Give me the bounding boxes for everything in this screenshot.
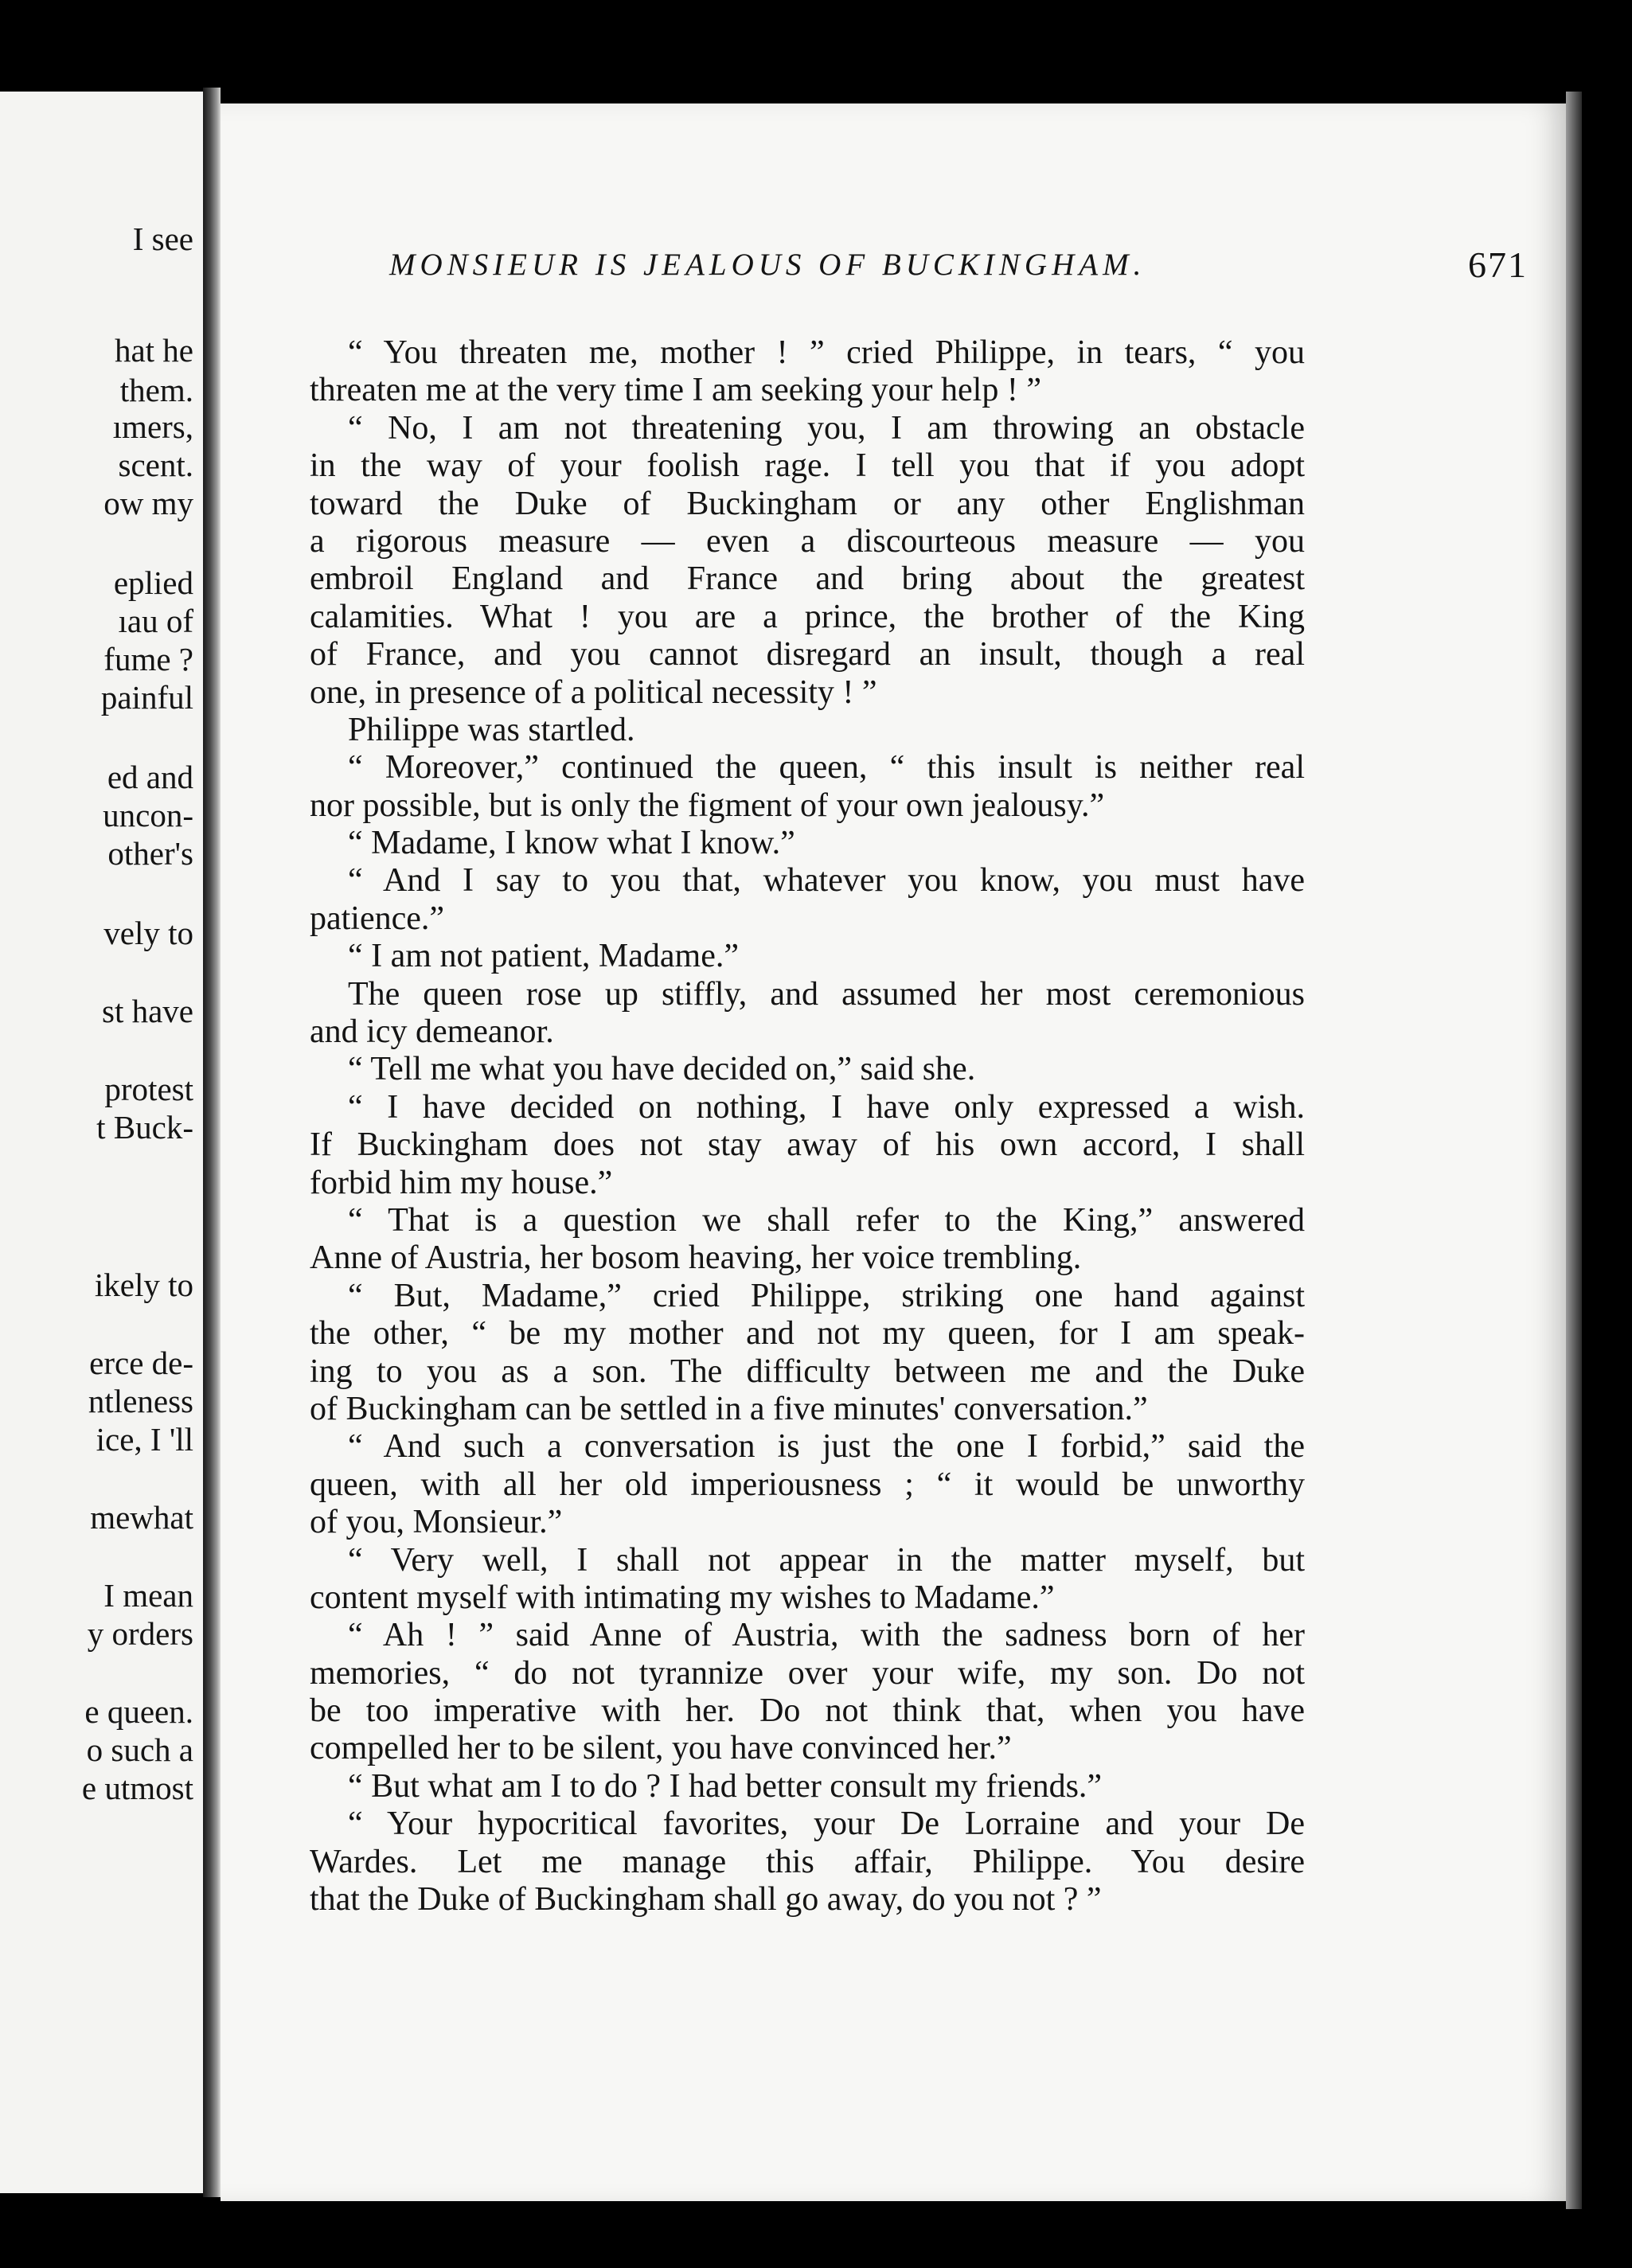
left-page-line: ikely to [94,1267,193,1303]
text-line: “ But, Madame,” cried Philippe, striking one hand against [348,1277,1305,1314]
text-line: Philippe was startled. [348,711,635,748]
text-line: “ No, I am not threatening you, I am throwing an obstacle [348,409,1305,447]
text-line: nor possible, but is only the figment of your own jealousy.” [310,787,1105,824]
body-text [310,334,1305,1919]
page-header [389,244,1528,295]
left-page-line: e utmost [81,1770,193,1806]
left-page-line: eplied [113,564,193,601]
text-line: compelled her to be silent, you have convinced her.” [310,1730,1012,1767]
text-line: that the Duke of Buckingham shall go away, do you not ? ” [310,1881,1102,1919]
left-page-line: ıau of [118,603,193,639]
text-line: in the way of your foolish rage. I tell you that if you adopt [310,447,1305,485]
text-line: threaten me at the very time I am seeking your help ! ” [310,372,1041,409]
text-line: Anne of Austria, her bosom heaving, her voice trembling. [310,1239,1082,1277]
left-page-line: protest [104,1071,193,1107]
left-page-line: scent. [118,447,193,483]
text-line: embroil England and France and bring about the greatest [310,560,1305,598]
right-page [221,103,1566,2201]
text-line: “ Ah ! ” said Anne of Austria, with the sadness born of her [348,1617,1305,1654]
text-line: a rigorous measure — even a discourteous measure — you [310,522,1305,560]
text-line: be too imperative with her. Do not think that, when you have [310,1692,1305,1730]
text-line: patience.” [310,900,445,937]
left-page-line: uncon- [103,797,193,833]
left-page-line: st have [102,993,193,1029]
text-line: “ And such a conversation is just the one I forbid,” said the [348,1428,1305,1466]
text-line: and icy demeanor. [310,1013,554,1051]
left-page-line: mewhat [90,1499,193,1536]
text-line: the other, “ be my mother and not my queen, for I am speak- [310,1315,1305,1353]
text-line: “ Very well, I shall not appear in the matter myself, but [348,1541,1305,1579]
page-number: 671 [1468,244,1528,285]
text-line: toward the Duke of Buckingham or any other Englishman [310,485,1305,522]
text-line: “ You threaten me, mother ! ” cried Philippe, in tears, “ you [348,334,1305,371]
text-line: “ Madame, I know what I know.” [348,825,795,862]
text-line: “ That is a question we shall refer to the King,” answered [348,1201,1305,1239]
left-page-line: ımers, [112,408,193,445]
page-edge-shadow [1566,92,1582,2209]
text-line: “ But what am I to do ? I had better consult my friends.” [348,1767,1103,1805]
running-title: MONSIEUR IS JEALOUS OF BUCKINGHAM. [389,248,1146,282]
left-page-line: o such a [86,1731,193,1768]
text-line: of you, Monsieur.” [310,1504,563,1541]
text-line: “ And I say to you that, whatever you know, you must have [348,862,1305,900]
text-line: “ Tell me what you have decided on,” said she. [348,1051,976,1088]
left-page-line: ntleness [88,1383,193,1419]
left-page-line: ed and [107,759,193,795]
text-line: “ Your hypocritical favorites, your De Lorraine and your De [348,1805,1305,1843]
left-page-line: I mean [103,1577,193,1614]
left-page-line: I see [132,221,193,257]
left-page-line: erce de- [89,1345,193,1381]
text-line: memories, “ do not tyrannize over your wife, my son. Do not [310,1654,1305,1692]
left-page-line: other's [107,835,193,872]
left-page-line: y orders [87,1615,193,1652]
left-facing-page [0,92,203,2193]
left-page-line: t Buck- [96,1109,193,1146]
left-page-line: hat he [114,332,193,369]
left-page-line: vely to [103,915,193,951]
left-page-line: e queen. [84,1693,193,1730]
left-page-line: fume ? [103,641,193,677]
book-gutter [203,88,221,2197]
text-line: content myself with intimating my wishes to Madame.” [310,1579,1055,1616]
text-line: Wardes. Let me manage this affair, Philippe. You desire [310,1843,1305,1880]
left-page-line: ow my [103,485,193,521]
text-line: one, in presence of a political necessity ! ” [310,673,877,711]
text-line: queen, with all her old imperiousness ; “ it would be unworthy [310,1466,1305,1503]
left-page-line: painful [100,679,193,716]
text-line: “ I have decided on nothing, I have only expressed a wish. [348,1088,1305,1126]
text-line: of France, and you cannot disregard an insult, though a real [310,636,1305,673]
text-line: of Buckingham can be settled in a five minutes' conversation.” [310,1390,1148,1427]
text-line: If Buckingham does not stay away of his own accord, I shall [310,1126,1305,1164]
text-line: The queen rose up stiffly, and assumed her most ceremonious [348,975,1305,1013]
text-line: calamities. What ! you are a prince, the brother of the King [310,598,1305,635]
text-line: forbid him my house.” [310,1164,613,1201]
text-line: ing to you as a son. The difficulty between me and the Duke [310,1353,1305,1390]
text-line: “ Moreover,” continued the queen, “ this insult is neither real [348,749,1305,787]
left-page-line: them. [119,372,193,408]
text-line: “ I am not patient, Madame.” [348,938,739,975]
left-page-line: ice, I 'll [96,1421,193,1458]
